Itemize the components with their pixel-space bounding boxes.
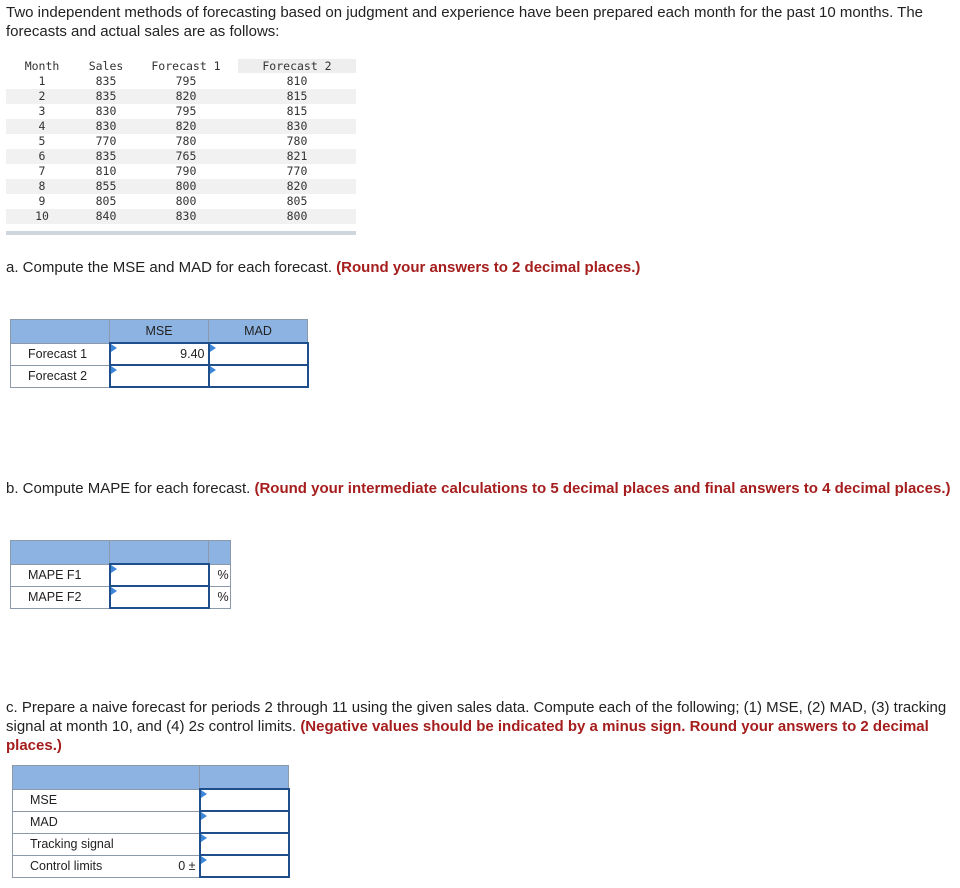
header-mad: MAD bbox=[209, 320, 308, 344]
cell-sales: 840 bbox=[78, 209, 134, 224]
cell-forecast-1: 795 bbox=[175, 74, 197, 88]
table-row bbox=[6, 134, 356, 149]
part-c-question bbox=[6, 698, 951, 755]
cell-forecast-1: 820 bbox=[134, 119, 238, 134]
table-row bbox=[6, 104, 356, 119]
intro-text: Two independent methods of forecasting based on judgment and experience have been prepared each month for the past 10 months. The forecasts and actual sales are as follows: bbox=[6, 4, 924, 40]
part-c-prompt-s: s bbox=[196, 718, 205, 735]
mape-f1-input[interactable] bbox=[110, 564, 209, 586]
table-row bbox=[6, 119, 356, 134]
blank-header bbox=[200, 766, 289, 790]
cell-month: 4 bbox=[6, 119, 78, 134]
cell-forecast-2: 830 bbox=[238, 119, 356, 134]
header-forecast-1: Forecast 1 bbox=[134, 59, 238, 74]
header-sales: Sales bbox=[78, 59, 134, 74]
cell-sales: 830 bbox=[78, 119, 134, 134]
cell-sales: 855 bbox=[78, 179, 134, 194]
cell-forecast-2: 821 bbox=[238, 149, 356, 164]
row-label-forecast-1: Forecast 1 bbox=[11, 343, 110, 365]
table-row bbox=[6, 179, 356, 194]
cell-month: 9 bbox=[38, 194, 46, 208]
cell-sales: 835 bbox=[78, 89, 134, 104]
mape-f2-percent: % bbox=[209, 586, 231, 608]
table-divider bbox=[6, 231, 356, 235]
blank-header bbox=[11, 320, 110, 344]
cell-forecast-1: 820 bbox=[134, 89, 238, 104]
cell-forecast-2: 810 bbox=[286, 74, 308, 88]
table-row bbox=[6, 89, 356, 104]
cell-month: 6 bbox=[6, 149, 78, 164]
row-label-mad: MAD bbox=[13, 811, 200, 833]
row-label-mape-f1: MAPE F1 bbox=[11, 564, 110, 586]
cell-forecast-1: 790 bbox=[175, 164, 197, 178]
part-b-prompt: b. Compute MAPE for each forecast. bbox=[6, 480, 251, 497]
row-label-mape-f2: MAPE F2 bbox=[11, 586, 110, 608]
cell-month: 10 bbox=[6, 209, 78, 224]
part-c-prompt-end: control limits. bbox=[204, 718, 297, 735]
cell-forecast-2: 770 bbox=[286, 164, 308, 178]
row-label-forecast-2: Forecast 2 bbox=[11, 365, 110, 387]
row-label-control-limits bbox=[13, 855, 200, 877]
blank-header bbox=[11, 541, 110, 565]
cell-sales: 770 bbox=[95, 134, 117, 148]
naive-mse-input[interactable] bbox=[200, 789, 289, 811]
mape-f2-input[interactable] bbox=[110, 586, 209, 608]
part-a-prompt: a. Compute the MSE and MAD for each forecast. bbox=[6, 259, 332, 276]
cell-month: 5 bbox=[38, 134, 46, 148]
cell-sales: 805 bbox=[95, 194, 117, 208]
forecast-2-mse-input[interactable] bbox=[110, 365, 209, 387]
cell-forecast-1: 780 bbox=[175, 134, 197, 148]
forecast-2-mad-input[interactable] bbox=[209, 365, 308, 387]
data-table-header bbox=[6, 59, 356, 74]
cell-month: 2 bbox=[6, 89, 78, 104]
part-b-question bbox=[6, 479, 951, 498]
part-c-prompt-start: c. Prepare a naive forecast for periods 2 through 11 using the given sales data. Compute each of the following; (1) MSE, (2) MAD, (3) tracking signal at month 10, and (4) 2 bbox=[6, 699, 947, 735]
header-mse: MSE bbox=[110, 320, 209, 344]
cell-sales: 835 bbox=[78, 149, 134, 164]
header-month: Month bbox=[6, 59, 78, 74]
table-row bbox=[6, 74, 356, 90]
cell-forecast-2: 815 bbox=[238, 89, 356, 104]
mape-f1-percent: % bbox=[209, 564, 231, 586]
cell-forecast-1: 795 bbox=[175, 104, 197, 118]
control-limits-prefix: 0 ± bbox=[178, 858, 196, 873]
sales-forecast-table bbox=[6, 59, 356, 224]
cell-month: 8 bbox=[6, 179, 78, 194]
part-c-note: (Negative values should be indicated by a minus sign. Round your answers to 2 decimal places.) bbox=[6, 718, 929, 754]
cell-forecast-1: 800 bbox=[134, 179, 238, 194]
part-a-answer-table bbox=[10, 319, 309, 388]
cell-forecast-1: 765 bbox=[134, 149, 238, 164]
cell-sales: 810 bbox=[95, 164, 117, 178]
part-c-answer-table bbox=[12, 765, 290, 878]
header-forecast-2: Forecast 2 bbox=[238, 59, 356, 74]
tracking-signal-input[interactable] bbox=[200, 833, 289, 855]
part-b-note: (Round your intermediate calculations to 5 decimal places and final answers to 4 decimal places.) bbox=[254, 480, 951, 497]
control-limits-input[interactable] bbox=[200, 855, 289, 877]
cell-forecast-2: 780 bbox=[286, 134, 308, 148]
cell-forecast-2: 815 bbox=[286, 104, 308, 118]
blank-header bbox=[209, 541, 231, 565]
cell-forecast-1: 800 bbox=[175, 194, 197, 208]
blank-header bbox=[110, 541, 209, 565]
control-limits-label: Control limits bbox=[30, 859, 103, 873]
part-b-answer-table bbox=[10, 540, 231, 609]
part-a-note: (Round your answers to 2 decimal places.) bbox=[336, 259, 641, 276]
naive-mad-input[interactable] bbox=[200, 811, 289, 833]
cell-month: 7 bbox=[38, 164, 46, 178]
cell-sales: 835 bbox=[95, 74, 117, 88]
blank-header bbox=[13, 766, 200, 790]
cell-month: 1 bbox=[38, 74, 46, 88]
forecast-1-mad-input[interactable] bbox=[209, 343, 308, 365]
cell-forecast-2: 800 bbox=[238, 209, 356, 224]
cell-month: 3 bbox=[38, 104, 46, 118]
cell-forecast-2: 820 bbox=[238, 179, 356, 194]
cell-sales: 830 bbox=[95, 104, 117, 118]
table-row bbox=[6, 194, 356, 209]
forecast-1-mse-input[interactable]: 9.40 bbox=[110, 343, 209, 365]
table-row bbox=[6, 209, 356, 224]
part-a-question bbox=[6, 258, 951, 277]
row-label-tracking-signal: Tracking signal bbox=[13, 833, 200, 855]
cell-forecast-2: 805 bbox=[286, 194, 308, 208]
cell-forecast-1: 830 bbox=[134, 209, 238, 224]
table-row bbox=[6, 164, 356, 179]
row-label-mse: MSE bbox=[13, 789, 200, 811]
table-row bbox=[6, 149, 356, 164]
